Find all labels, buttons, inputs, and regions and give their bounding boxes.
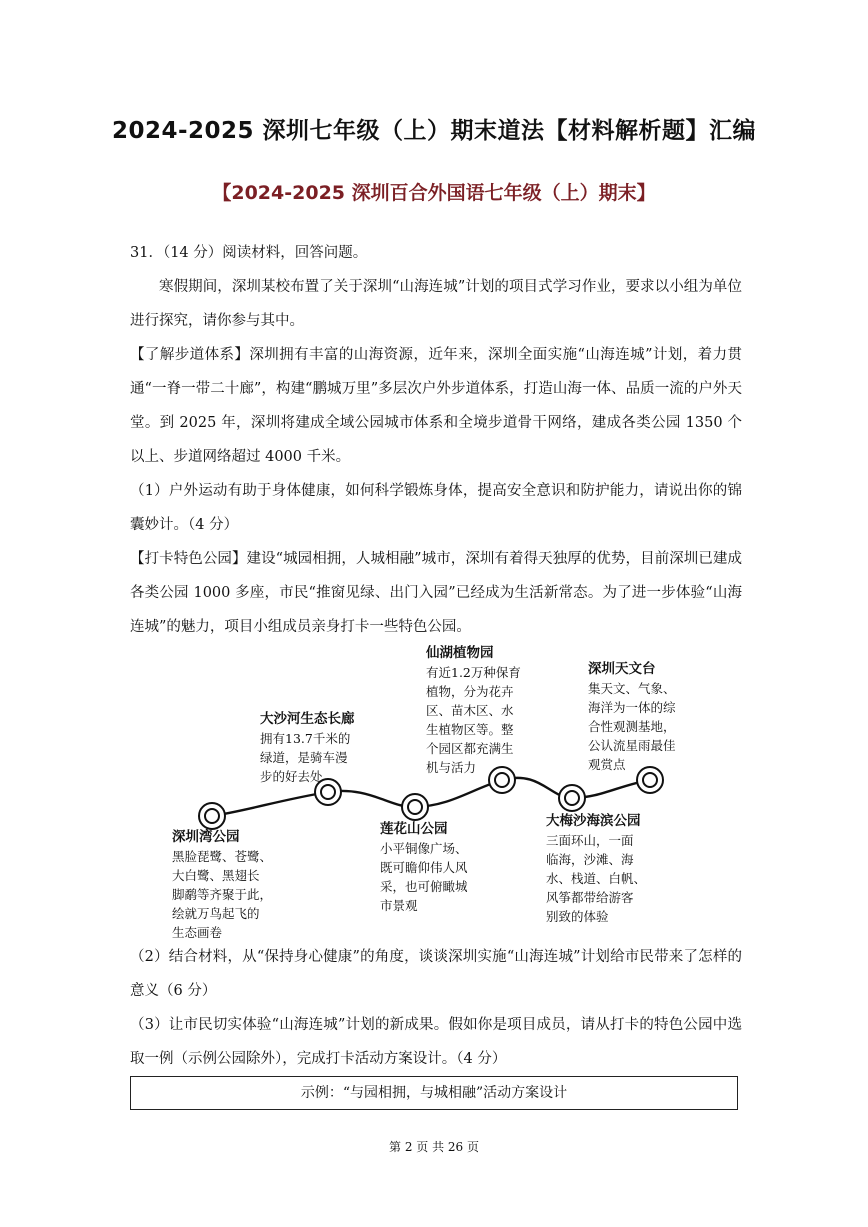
material-trail-system: 【了解步道体系】深圳拥有丰富的山海资源，近年来，深圳全面实施“山海连城”计划，着力贯通“一脊一带二十廊”，构建“鹏城万里”多层次户外步道体系，打造山海一体、品质一流的户外天堂。到 2025 年，深圳将建成全域公园城市体系和全境步道骨干网络，建成各类公园 1350 个以上、步道网络超过 4000 千米。 bbox=[130, 347, 742, 465]
page-number: 第 2 页 共 26 页 bbox=[389, 1140, 479, 1154]
park-name: 深圳天文台 bbox=[588, 661, 656, 677]
question-3: （3）让市民切实体验“山海连城”计划的新成果。假如你是项目成员，请从打卡的特色公园中选取一例（示例公园除外），完成打卡活动方案设计。（4 分） bbox=[130, 1017, 742, 1067]
park-route-diagram bbox=[160, 640, 720, 940]
material-featured-parks: 【打卡特色公园】建设“城园相拥，人城相融”城市，深圳有着得天独厚的优势，目前深圳已建成各类公园 1000 多座，市民“推窗见绿、出门入园”已经成为生活新常态。为了进一步体验“山海连城”的魅力，项目小组成员亲身打卡一些特色公园。 bbox=[130, 551, 742, 635]
park-marker-shenzhen-bay bbox=[199, 803, 225, 829]
park-name: 大梅沙海滨公园 bbox=[546, 813, 641, 829]
intro-paragraph: 寒假期间，深圳某校布置了关于深圳“山海连城”计划的项目式学习作业，要求以小组为单位进行探究，请你参与其中。 bbox=[130, 279, 742, 329]
park-marker-lianhuashan bbox=[402, 794, 428, 820]
park-label-lianhuashan: 莲花山公园 小平铜像广场、 既可瞻仰伟人风 采，也可俯瞰城 市景观 bbox=[380, 821, 468, 913]
park-label-fairy-lake: 仙湖植物园 有近1.2万种保育 植物，分为花卉 区、苗木区、水 生植物区等。整 个园区都充满生 机与活力 bbox=[426, 645, 521, 775]
park-marker-dameisha bbox=[559, 785, 585, 811]
park-name: 深圳湾公园 bbox=[172, 829, 240, 845]
question-2: （2）结合材料，从“保持身心健康”的角度，谈谈深圳实施“山海连城”计划给市民带来了怎样的意义（6 分） bbox=[130, 949, 742, 999]
page-title: 2024-2025 深圳七年级（上）期末道法【材料解析题】汇编 bbox=[111, 118, 757, 144]
park-label-dasha-river: 大沙河生态长廊 拥有13.7千米的 绿道，是骑车漫 步的好去处 bbox=[260, 711, 355, 784]
park-label-shenzhen-bay: 深圳湾公园 黑脸琵鹭、苍鹭、 大白鹭、黑翅长 脚鹬等齐聚于此， 绘就万鸟起飞的 生态画卷 bbox=[172, 829, 273, 940]
park-name: 大沙河生态长廊 bbox=[260, 711, 355, 727]
question-header: 31．（14 分）阅读材料，回答问题。 bbox=[130, 245, 368, 261]
park-name: 仙湖植物园 bbox=[426, 645, 494, 661]
question-1: （1）户外运动有助于身体健康，如何科学锻炼身体，提高安全意识和防护能力，请说出你的锦囊妙计。（4 分） bbox=[130, 483, 742, 533]
example-plan-box: 示例：“与园相拥，与城相融”活动方案设计 bbox=[130, 1076, 738, 1110]
park-label-observatory: 深圳天文台 集天文、气象、 海洋为一体的综 合性观测基地， 公认流星雨最佳 观赏点 bbox=[588, 661, 676, 772]
exam-source-heading: 【2024-2025 深圳百合外国语七年级（上）期末】 bbox=[212, 182, 656, 204]
park-label-dameisha: 大梅沙海滨公园 三面环山，一面 临海，沙滩、海 水、栈道、白帆、 风筝都带给游客 别致的体验 bbox=[546, 813, 647, 924]
park-name: 莲花山公园 bbox=[380, 821, 448, 837]
